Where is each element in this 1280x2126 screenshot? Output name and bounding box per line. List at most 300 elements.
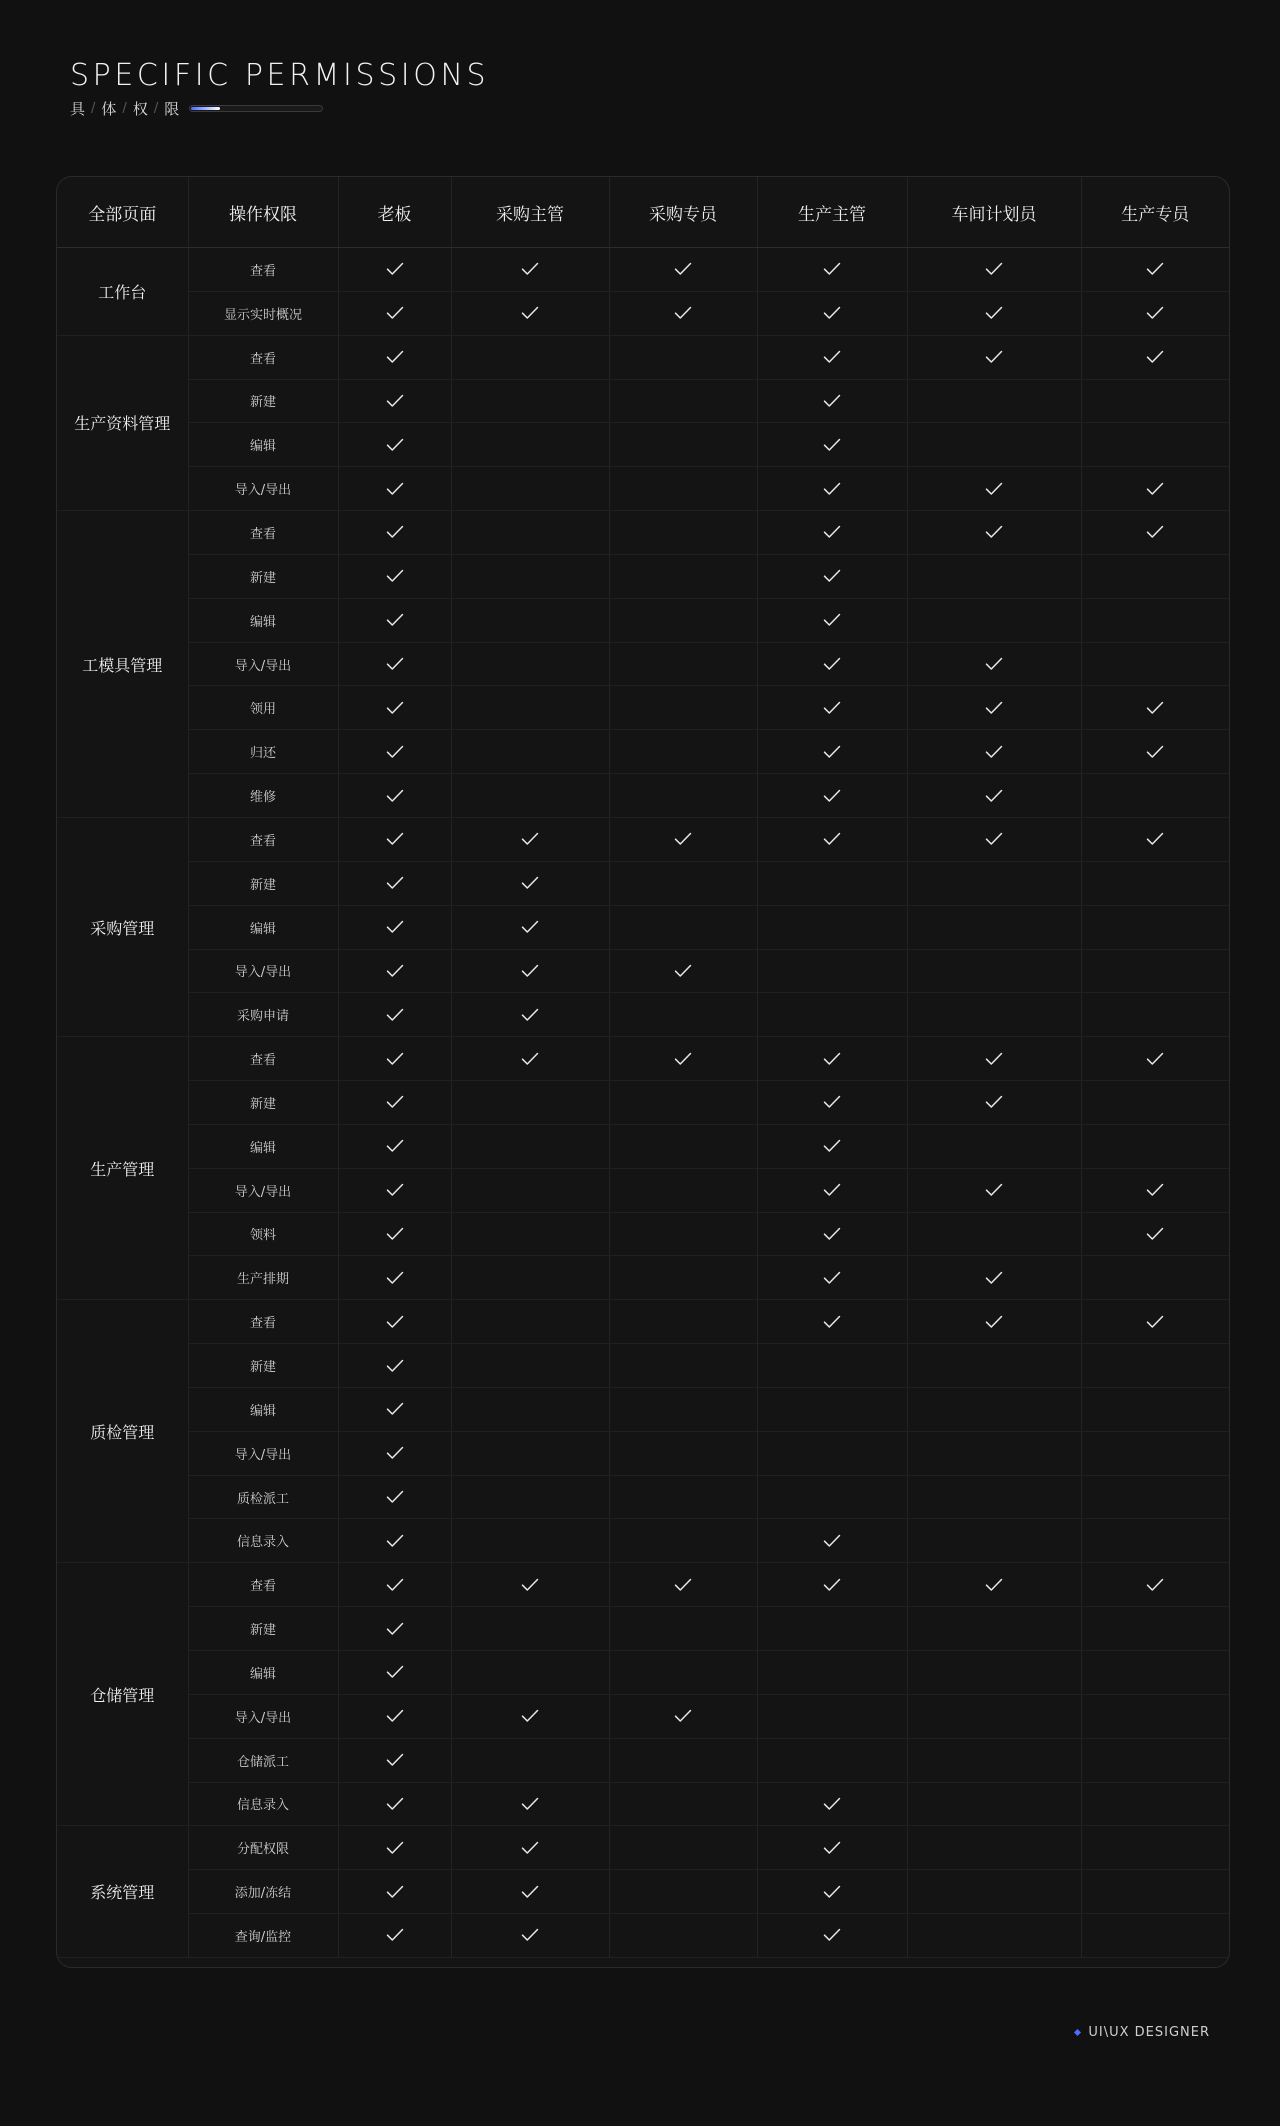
permission-cell xyxy=(757,1782,907,1826)
permission-cell xyxy=(1081,905,1229,949)
permission-label: 新建 xyxy=(188,861,338,905)
permission-cell xyxy=(609,1212,757,1256)
check-icon xyxy=(674,1578,692,1592)
subtitle-separator: / xyxy=(153,101,159,116)
permission-cell xyxy=(757,1212,907,1256)
permission-cell xyxy=(451,248,609,292)
check-icon xyxy=(823,613,841,627)
table-row xyxy=(57,1344,1229,1388)
permission-cell xyxy=(609,1081,757,1125)
permission-cell xyxy=(757,817,907,861)
check-icon xyxy=(985,1578,1003,1592)
check-icon xyxy=(521,832,539,846)
permission-cell xyxy=(907,335,1081,379)
permission-cell xyxy=(338,598,451,642)
permission-cell xyxy=(338,1256,451,1300)
permission-cell xyxy=(757,1914,907,1958)
permission-cell xyxy=(338,554,451,598)
check-icon xyxy=(1146,350,1164,364)
permission-cell xyxy=(338,1519,451,1563)
table-row xyxy=(57,467,1229,511)
permission-cell xyxy=(757,1256,907,1300)
permission-cell xyxy=(451,774,609,818)
table-row xyxy=(57,1037,1229,1081)
permission-cell xyxy=(1081,949,1229,993)
permission-cell xyxy=(907,1738,1081,1782)
permission-cell xyxy=(451,861,609,905)
permission-cell xyxy=(451,949,609,993)
permission-cell xyxy=(757,511,907,555)
footer-signature xyxy=(1075,2025,1210,2040)
permissions-table xyxy=(57,177,1229,1958)
permission-cell xyxy=(451,1300,609,1344)
permission-cell xyxy=(609,1256,757,1300)
table-row xyxy=(57,511,1229,555)
check-icon xyxy=(386,1095,404,1109)
permission-cell xyxy=(907,1300,1081,1344)
permission-cell xyxy=(451,1431,609,1475)
check-icon xyxy=(521,1841,539,1855)
permission-cell xyxy=(338,1475,451,1519)
page-group-label: 系统管理 xyxy=(57,1826,188,1958)
permission-cell xyxy=(1081,1256,1229,1300)
check-icon xyxy=(985,482,1003,496)
check-icon xyxy=(823,1797,841,1811)
permission-cell xyxy=(338,1651,451,1695)
permission-cell xyxy=(338,511,451,555)
permission-cell xyxy=(609,686,757,730)
permission-cell xyxy=(907,1607,1081,1651)
table-row xyxy=(57,993,1229,1037)
check-icon xyxy=(823,438,841,452)
table-row xyxy=(57,1168,1229,1212)
permission-cell xyxy=(451,1081,609,1125)
permission-cell xyxy=(609,511,757,555)
permission-cell xyxy=(907,598,1081,642)
check-icon xyxy=(823,569,841,583)
page-group-label: 生产管理 xyxy=(57,1037,188,1300)
title-progress-fill xyxy=(191,107,220,110)
permission-cell xyxy=(451,1124,609,1168)
permission-cell xyxy=(1081,1826,1229,1870)
check-icon xyxy=(823,745,841,759)
permission-cell xyxy=(907,686,1081,730)
permission-cell xyxy=(907,642,1081,686)
permission-cell xyxy=(907,379,1081,423)
permission-cell xyxy=(451,379,609,423)
permission-cell xyxy=(1081,1782,1229,1826)
permission-cell xyxy=(907,1081,1081,1125)
permission-cell xyxy=(338,248,451,292)
permission-cell xyxy=(338,993,451,1037)
check-icon xyxy=(674,306,692,320)
table-row xyxy=(57,686,1229,730)
permission-cell xyxy=(451,1037,609,1081)
permission-cell xyxy=(451,335,609,379)
page-group-label: 生产资料管理 xyxy=(57,335,188,510)
permission-cell xyxy=(907,1168,1081,1212)
permission-cell xyxy=(757,1607,907,1651)
check-icon xyxy=(1146,525,1164,539)
diamond-icon xyxy=(1074,2029,1081,2036)
check-icon xyxy=(386,876,404,890)
page-group-label: 质检管理 xyxy=(57,1300,188,1563)
check-icon xyxy=(521,1709,539,1723)
permission-cell xyxy=(338,686,451,730)
permission-label: 信息录入 xyxy=(188,1782,338,1826)
permission-cell xyxy=(609,335,757,379)
check-icon xyxy=(521,1797,539,1811)
table-row xyxy=(57,642,1229,686)
table-row xyxy=(57,291,1229,335)
permission-cell xyxy=(907,730,1081,774)
table-row xyxy=(57,379,1229,423)
permission-cell xyxy=(338,1300,451,1344)
permission-cell xyxy=(907,423,1081,467)
permission-cell xyxy=(451,686,609,730)
permission-label: 编辑 xyxy=(188,1387,338,1431)
permission-cell xyxy=(451,1212,609,1256)
permission-cell xyxy=(609,1607,757,1651)
check-icon xyxy=(521,306,539,320)
check-icon xyxy=(386,832,404,846)
permission-label: 新建 xyxy=(188,1081,338,1125)
permission-cell xyxy=(1081,1387,1229,1431)
table-row xyxy=(57,1431,1229,1475)
permission-cell xyxy=(451,1563,609,1607)
permission-cell xyxy=(338,1431,451,1475)
permission-cell xyxy=(1081,1081,1229,1125)
check-icon xyxy=(823,1139,841,1153)
permission-cell xyxy=(757,1694,907,1738)
permission-cell xyxy=(338,730,451,774)
check-icon xyxy=(985,1095,1003,1109)
page-group-label: 采购管理 xyxy=(57,817,188,1036)
check-icon xyxy=(1146,262,1164,276)
permission-cell xyxy=(907,993,1081,1037)
permission-cell xyxy=(451,511,609,555)
table-row xyxy=(57,1870,1229,1914)
permission-cell xyxy=(338,1870,451,1914)
permission-cell xyxy=(1081,1475,1229,1519)
check-icon xyxy=(386,1008,404,1022)
permission-cell xyxy=(609,1563,757,1607)
permission-cell xyxy=(757,774,907,818)
table-row xyxy=(57,774,1229,818)
table-row xyxy=(57,949,1229,993)
permission-cell xyxy=(907,1387,1081,1431)
permission-cell xyxy=(451,1607,609,1651)
check-icon xyxy=(386,920,404,934)
check-icon xyxy=(985,745,1003,759)
permission-cell xyxy=(451,1387,609,1431)
check-icon xyxy=(823,1052,841,1066)
permission-cell xyxy=(609,1519,757,1563)
page-group-label: 工作台 xyxy=(57,248,188,336)
check-icon xyxy=(985,1315,1003,1329)
permission-label: 采购申请 xyxy=(188,993,338,1037)
permissions-table-panel xyxy=(56,176,1230,1968)
permission-cell xyxy=(1081,248,1229,292)
permission-cell xyxy=(907,1870,1081,1914)
permission-cell xyxy=(451,1344,609,1388)
permission-cell xyxy=(338,335,451,379)
permission-cell xyxy=(907,1344,1081,1388)
check-icon xyxy=(386,262,404,276)
check-icon xyxy=(823,789,841,803)
check-icon xyxy=(386,1490,404,1504)
permission-cell xyxy=(757,1563,907,1607)
check-icon xyxy=(386,1446,404,1460)
table-row xyxy=(57,1081,1229,1125)
permission-cell xyxy=(757,554,907,598)
permission-cell xyxy=(451,905,609,949)
permission-cell xyxy=(338,423,451,467)
permission-label: 查询/监控 xyxy=(188,1914,338,1958)
check-icon xyxy=(823,701,841,715)
permission-cell xyxy=(907,511,1081,555)
permission-cell xyxy=(338,379,451,423)
permission-cell xyxy=(1081,730,1229,774)
permission-cell xyxy=(609,1344,757,1388)
permission-label: 分配权限 xyxy=(188,1826,338,1870)
table-row xyxy=(57,730,1229,774)
check-icon xyxy=(674,964,692,978)
permission-cell xyxy=(907,1651,1081,1695)
permission-cell xyxy=(1081,1431,1229,1475)
permission-cell xyxy=(907,1124,1081,1168)
permission-cell xyxy=(1081,861,1229,905)
check-icon xyxy=(386,657,404,671)
permission-cell xyxy=(451,291,609,335)
table-row xyxy=(57,423,1229,467)
check-icon xyxy=(386,964,404,978)
permission-label: 生产排期 xyxy=(188,1256,338,1300)
table-row xyxy=(57,1782,1229,1826)
permission-cell xyxy=(907,1914,1081,1958)
permission-cell xyxy=(757,291,907,335)
check-icon xyxy=(823,1227,841,1241)
permission-cell xyxy=(451,1870,609,1914)
permission-cell xyxy=(907,949,1081,993)
permission-label: 编辑 xyxy=(188,905,338,949)
check-icon xyxy=(985,306,1003,320)
permission-label: 导入/导出 xyxy=(188,1431,338,1475)
check-icon xyxy=(386,1753,404,1767)
permission-cell xyxy=(338,1694,451,1738)
check-icon xyxy=(521,262,539,276)
permission-label: 导入/导出 xyxy=(188,1694,338,1738)
check-icon xyxy=(386,394,404,408)
permission-label: 仓储派工 xyxy=(188,1738,338,1782)
check-icon xyxy=(823,1885,841,1899)
permission-label: 显示实时概况 xyxy=(188,291,338,335)
permission-label: 查看 xyxy=(188,511,338,555)
title-progress-bar xyxy=(189,105,323,112)
permission-label: 查看 xyxy=(188,248,338,292)
table-row xyxy=(57,1256,1229,1300)
permission-cell xyxy=(757,1081,907,1125)
check-icon xyxy=(386,1402,404,1416)
permission-cell xyxy=(451,1651,609,1695)
permission-cell xyxy=(338,905,451,949)
table-row xyxy=(57,1519,1229,1563)
permission-cell xyxy=(907,248,1081,292)
check-icon xyxy=(386,1227,404,1241)
check-icon xyxy=(674,262,692,276)
permission-cell xyxy=(1081,1607,1229,1651)
permission-cell xyxy=(609,1387,757,1431)
permission-cell xyxy=(907,1431,1081,1475)
check-icon xyxy=(985,262,1003,276)
permission-label: 查看 xyxy=(188,335,338,379)
check-icon xyxy=(386,350,404,364)
permission-cell xyxy=(609,730,757,774)
check-icon xyxy=(1146,306,1164,320)
permission-cell xyxy=(609,905,757,949)
check-icon xyxy=(386,1885,404,1899)
permission-cell xyxy=(451,554,609,598)
check-icon xyxy=(386,1797,404,1811)
permission-cell xyxy=(451,1826,609,1870)
permission-cell xyxy=(907,1212,1081,1256)
check-icon xyxy=(674,1052,692,1066)
permission-cell xyxy=(338,291,451,335)
permission-cell xyxy=(609,817,757,861)
permission-cell xyxy=(907,1256,1081,1300)
permission-cell xyxy=(451,642,609,686)
permission-cell xyxy=(338,1826,451,1870)
check-icon xyxy=(386,613,404,627)
permission-label: 新建 xyxy=(188,1607,338,1651)
table-header-row xyxy=(57,177,1229,248)
check-icon xyxy=(386,1315,404,1329)
check-icon xyxy=(386,569,404,583)
permission-cell xyxy=(338,1914,451,1958)
permission-cell xyxy=(757,467,907,511)
column-header: 生产主管 xyxy=(757,177,907,248)
check-icon xyxy=(985,832,1003,846)
column-header: 操作权限 xyxy=(188,177,338,248)
check-icon xyxy=(823,1928,841,1942)
permission-cell xyxy=(1081,1212,1229,1256)
permission-cell xyxy=(1081,554,1229,598)
permission-cell xyxy=(338,861,451,905)
permission-cell xyxy=(609,774,757,818)
permission-cell xyxy=(757,686,907,730)
check-icon xyxy=(985,350,1003,364)
check-icon xyxy=(1146,1227,1164,1241)
permission-label: 导入/导出 xyxy=(188,642,338,686)
permission-cell xyxy=(1081,774,1229,818)
permission-label: 新建 xyxy=(188,1344,338,1388)
check-icon xyxy=(386,1534,404,1548)
permission-cell xyxy=(609,1914,757,1958)
check-icon xyxy=(521,1928,539,1942)
permission-cell xyxy=(757,379,907,423)
check-icon xyxy=(386,1622,404,1636)
permission-cell xyxy=(451,1475,609,1519)
permission-cell xyxy=(757,1475,907,1519)
permission-cell xyxy=(1081,1694,1229,1738)
check-icon xyxy=(985,657,1003,671)
check-icon xyxy=(386,1271,404,1285)
check-icon xyxy=(521,964,539,978)
permission-cell xyxy=(451,1782,609,1826)
permission-cell xyxy=(609,598,757,642)
permission-cell xyxy=(907,554,1081,598)
permission-cell xyxy=(338,1387,451,1431)
permission-cell xyxy=(338,817,451,861)
permission-cell xyxy=(757,949,907,993)
permission-cell xyxy=(757,730,907,774)
permission-cell xyxy=(609,1037,757,1081)
permission-cell xyxy=(338,1081,451,1125)
permission-cell xyxy=(1081,1563,1229,1607)
permission-cell xyxy=(609,379,757,423)
table-row xyxy=(57,817,1229,861)
check-icon xyxy=(386,1183,404,1197)
check-icon xyxy=(386,789,404,803)
permission-label: 查看 xyxy=(188,1037,338,1081)
permission-cell xyxy=(757,1168,907,1212)
check-icon xyxy=(386,1665,404,1679)
permission-cell xyxy=(1081,1037,1229,1081)
permission-cell xyxy=(451,1738,609,1782)
check-icon xyxy=(386,438,404,452)
permission-cell xyxy=(609,467,757,511)
permission-cell xyxy=(451,598,609,642)
table-row xyxy=(57,1475,1229,1519)
permission-cell xyxy=(609,861,757,905)
permission-cell xyxy=(907,291,1081,335)
permission-cell xyxy=(451,1519,609,1563)
table-row xyxy=(57,1212,1229,1256)
check-icon xyxy=(823,832,841,846)
permission-cell xyxy=(1081,1124,1229,1168)
check-icon xyxy=(521,1052,539,1066)
permission-label: 查看 xyxy=(188,817,338,861)
check-icon xyxy=(386,701,404,715)
permission-cell xyxy=(609,1870,757,1914)
column-header: 车间计划员 xyxy=(907,177,1081,248)
subtitle-char: 体 xyxy=(101,100,117,118)
table-row xyxy=(57,905,1229,949)
subtitle-char: 限 xyxy=(164,100,180,118)
permission-cell xyxy=(451,467,609,511)
permission-cell xyxy=(757,1870,907,1914)
permission-cell xyxy=(907,1519,1081,1563)
permission-cell xyxy=(757,1738,907,1782)
permission-cell xyxy=(451,993,609,1037)
permission-cell xyxy=(907,817,1081,861)
check-icon xyxy=(1146,701,1164,715)
permission-label: 导入/导出 xyxy=(188,467,338,511)
permission-cell xyxy=(1081,993,1229,1037)
check-icon xyxy=(823,1183,841,1197)
check-icon xyxy=(1146,1183,1164,1197)
permission-cell xyxy=(757,1387,907,1431)
permission-label: 编辑 xyxy=(188,423,338,467)
permission-cell xyxy=(1081,1519,1229,1563)
permission-label: 编辑 xyxy=(188,598,338,642)
permission-cell xyxy=(609,554,757,598)
permission-cell xyxy=(907,1826,1081,1870)
subtitle-char: 具 xyxy=(70,100,86,118)
column-header: 采购专员 xyxy=(609,177,757,248)
permission-cell xyxy=(757,598,907,642)
check-icon xyxy=(985,701,1003,715)
